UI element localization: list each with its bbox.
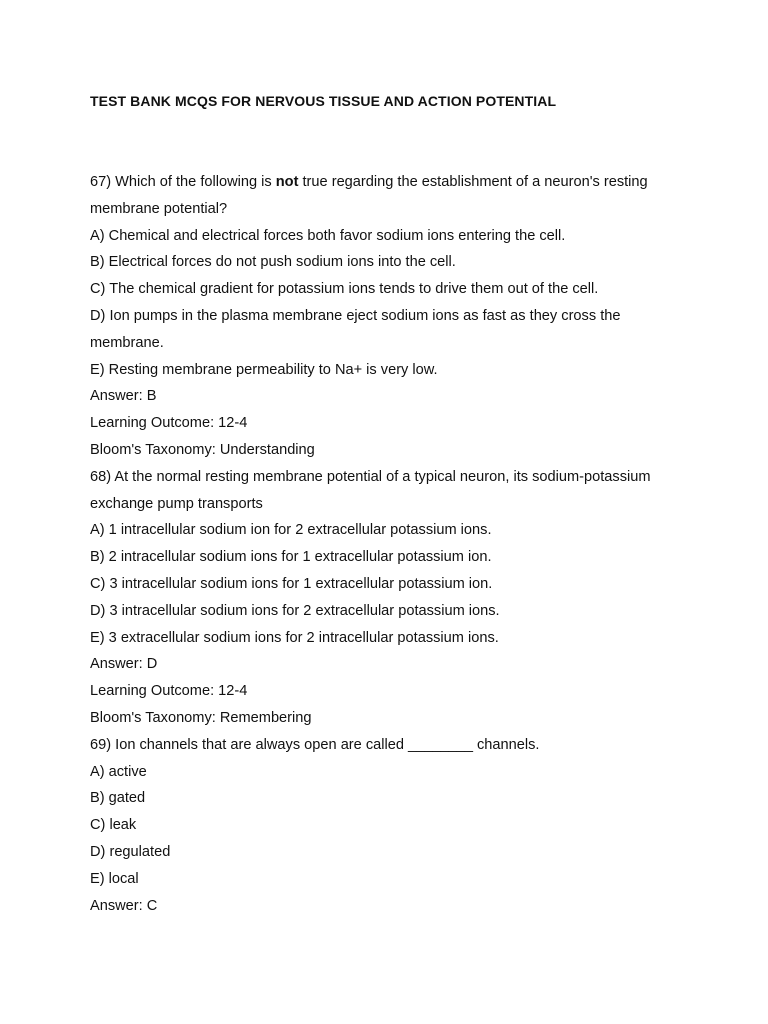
- question-69-option-b: B) gated: [90, 790, 146, 807]
- question-68-learning-outcome: Learning Outcome: 12-4: [90, 683, 248, 700]
- question-69-answer: Answer: C: [90, 897, 158, 914]
- document-title: TEST BANK MCQS FOR NERVOUS TISSUE AND ACTION POTENTIAL: [90, 93, 557, 109]
- question-67-stem-line-1: [90, 169, 680, 196]
- question-68-stem-line-2: exchange pump transports: [90, 495, 263, 512]
- question-68-option-b: B) 2 intracellular sodium ions for 1 extracellular potassium ion.: [90, 549, 492, 566]
- question-67-stem-prefix: 67) Which of the following is: [90, 174, 276, 190]
- question-67-learning-outcome: Learning Outcome: 12-4: [90, 415, 248, 432]
- question-67-option-d-line-1: D) Ion pumps in the plasma membrane eject sodium ions as fast as they cross the: [90, 307, 621, 324]
- question-67-option-c: C) The chemical gradient for potassium ions tends to drive them out of the cell.: [90, 281, 599, 298]
- question-69-option-d: D) regulated: [90, 843, 171, 860]
- question-68-option-e: E) 3 extracellular sodium ions for 2 intracellular potassium ions.: [90, 629, 499, 646]
- question-67-option-e: E) Resting membrane permeability to Na+ is very low.: [90, 361, 438, 378]
- question-68-answer: Answer: D: [90, 656, 158, 673]
- question-69-option-a: A) active: [90, 763, 147, 780]
- question-67-answer: Answer: B: [90, 388, 157, 405]
- question-68-blooms-taxonomy: Bloom's Taxonomy: Remembering: [90, 709, 312, 726]
- document-body: [90, 169, 680, 919]
- question-68-option-d: D) 3 intracellular sodium ions for 2 extracellular potassium ions.: [90, 602, 500, 619]
- question-67-option-d-line-2: membrane.: [90, 334, 164, 351]
- question-67-option-a: A) Chemical and electrical forces both favor sodium ions entering the cell.: [90, 227, 566, 244]
- question-67-stem-bold: not: [275, 174, 299, 190]
- question-69-stem: 69) Ion channels that are always open are called ________ channels.: [90, 736, 540, 753]
- question-67-stem-suffix: true regarding the establishment of a neuron's resting: [298, 174, 648, 190]
- question-69-option-e: E) local: [90, 870, 139, 887]
- question-68-option-a: A) 1 intracellular sodium ion for 2 extracellular potassium ions.: [90, 522, 492, 539]
- question-67-blooms-taxonomy: Bloom's Taxonomy: Understanding: [90, 441, 315, 458]
- question-68-stem-line-1: 68) At the normal resting membrane potential of a typical neuron, its sodium-potassium: [90, 468, 651, 485]
- question-67-stem-line-2: membrane potential?: [90, 200, 228, 217]
- question-69-option-c: C) leak: [90, 817, 137, 834]
- question-68-option-c: C) 3 intracellular sodium ions for 1 extracellular potassium ion.: [90, 575, 493, 592]
- question-67-option-b: B) Electrical forces do not push sodium ions into the cell.: [90, 254, 456, 271]
